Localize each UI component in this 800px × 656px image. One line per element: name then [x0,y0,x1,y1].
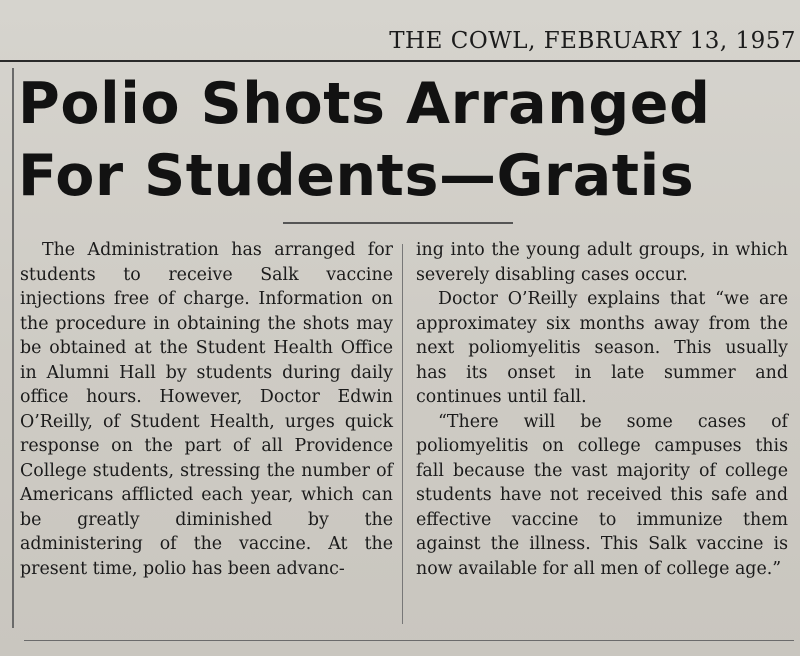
headline-line-2: For Students—Gratis [18,143,695,209]
masthead-rule [0,60,800,62]
article-paragraph: ing into the young adult groups, in which severely disabling cases occur. [416,240,788,285]
masthead: THE COWL, FEBRUARY 13, 1957 [389,28,796,54]
article-paragraph: Doctor O’Reilly explains that “we are approximatey six months away from the next poliomyelitis season. This usually has its onset in late summer and continues until fall. [416,289,788,407]
article-paragraph: The Administration has arranged for students to receive Salk vaccine injections free of charge. Information on the procedure in obtaining the shots may be obtained at the Student Health Office in Alumni Hall by students during daily office hours. However, Doctor Edwin O’Reilly, of Student Health, urges quick response on the part of all Providence College students, stressing the number of Americans afflicted each year, which can be greatly diminished by the administering of the vaccine. At the present time, polio has been advanc- [20,240,393,579]
headline-divider [283,222,513,224]
article-column-left [20,238,393,581]
article-column-right [416,238,788,581]
headline [18,68,788,212]
headline-line-1: Polio Shots Arranged [18,71,711,137]
column-separator [402,244,403,624]
bottom-rule [24,640,794,641]
column-border [12,68,14,628]
article-paragraph: “There will be some cases of poliomyelitis on college campuses this fall because the vast majority of college students have not received this safe and effective vaccine to immunize them against the illness. This Salk vaccine is now available for all men of college age.” [416,411,788,579]
